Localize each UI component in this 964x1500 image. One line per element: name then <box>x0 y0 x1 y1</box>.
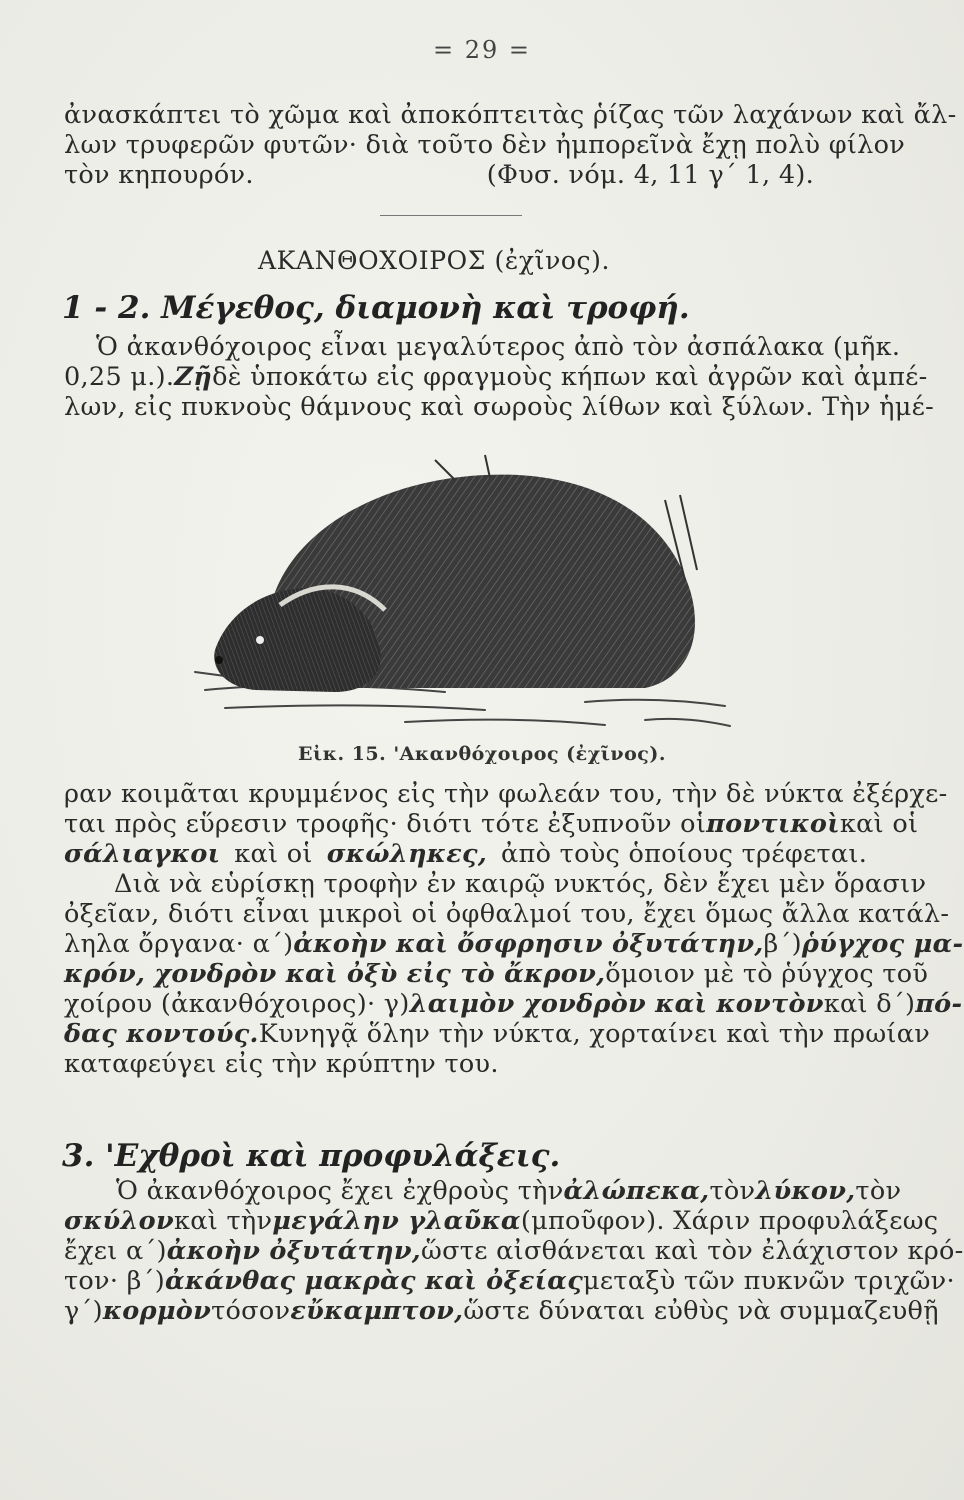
section1-continuation <box>64 779 964 1079</box>
text-line: ληλα ὄργανα· α΄) ἀκοὴν καὶ ὄσφρησιν ὀξυτάτην, β΄) ῥύγχος μα- <box>64 929 964 959</box>
text-line: δας κοντούς. Κυνηγᾷ ὅλην τὴν νύκτα, χορταίνει καὶ τὴν πρωίαν <box>64 1019 931 1049</box>
text-line: καταφεύγει εἰς τὴν κρύπτην του. <box>64 1049 499 1079</box>
text-line: χοίρου (ἀκανθόχοιρος)· γ) λαιμὸν χονδρὸν καὶ κοντὸν καὶ δ΄) πό- <box>64 989 963 1019</box>
page-title: ΑΚΑΝΘΟΧΟΙΡΟΣ (ἐχῖνος). <box>258 246 611 275</box>
text-line: κρόν, χονδρὸν καὶ ὀξὺ εἰς τὸ ἄκρον, ὅμοιον μὲ τὸ ῥύγχος τοῦ <box>64 959 929 989</box>
divider <box>380 215 522 216</box>
text-line: λων τρυφερῶν φυτῶν· διὰ τοῦτο δὲν ἠμπορεῖ νὰ ἔχῃ πολὺ φίλον <box>64 130 906 160</box>
text-line: ἀνασκάπτει τὸ χῶμα καὶ ἀποκόπτει τὰς ῥίζας τῶν λαχάνων καὶ ἄλ- <box>64 100 957 130</box>
top-paragraph <box>64 100 957 190</box>
text-line: λων, εἰς πυκνοὺς θάμνους καὶ σωροὺς λίθων καὶ ξύλων. Τὴν ἡμέ- <box>64 392 935 422</box>
text-line: σάλιαγκοι καὶ οἱ σκώληκες, ἀπὸ τοὺς ὁποίους τρέφεται. <box>64 839 868 869</box>
text-line: σκύλον καὶ τὴν μεγάλην γλαῦκα (μποῦφον). Χάριν προφυλάξεως <box>64 1206 939 1236</box>
hedgehog-illustration <box>185 440 745 740</box>
section3-paragraph <box>64 1176 964 1326</box>
text-line: Ὁ ἀκανθόχοιρος εἶναι μεγαλύτερος ἀπὸ τὸν ἀσπάλακα (μῆκ. <box>96 332 901 362</box>
text-line: ἔχει α΄) ἀκοὴν ὀξυτάτην, ὥστε αἰσθάνεται καὶ τὸν ἐλάχιστον κρό- <box>64 1236 964 1266</box>
section-heading: 1 - 2. Μέγεθος, διαμονὴ καὶ τροφή. <box>62 290 690 326</box>
text-line: 0,25 μ.). Ζῇ δὲ ὑποκάτω εἰς φραγμοὺς κήπων καὶ ἀγρῶν καὶ ἀμπέ- <box>64 362 928 392</box>
text-line: τον· β΄) ἀκάνθας μακρὰς καὶ ὀξείας μεταξὺ τῶν πυκνῶν τριχῶν· <box>64 1266 955 1296</box>
text-line: ὀξεῖαν, διότι εἶναι μικροὶ οἱ ὀφθαλμοί του, ἔχει ὅμως ἄλλα κατάλ- <box>64 899 950 929</box>
text-line: ται πρὸς εὕρεσιν τροφῆς· διότι τότε ἐξυπνοῦν οἱ ποντικοὶ καὶ οἱ <box>64 809 919 839</box>
section1-paragraph <box>64 332 935 422</box>
section-heading: 3. 'Εχθροὶ καὶ προφυλάξεις. <box>62 1138 561 1174</box>
text-line: ραν κοιμᾶται κρυμμένος εἰς τὴν φωλεάν του, τὴν δὲ νύκτα ἐξέρχε- <box>64 779 948 809</box>
text-line: γ΄) κορμὸν τόσον εὔκαμπτον, ὥστε δύναται εὐθὺς νὰ συμμαζευθῇ <box>64 1296 939 1326</box>
text-line: Ὁ ἀκανθόχοιρος ἔχει ἐχθροὺς τὴν ἀλώπεκα, τὸν λύκον, τὸν <box>116 1176 902 1206</box>
page-number: = 29 = <box>432 36 531 64</box>
text-line: Διὰ νὰ εὑρίσκῃ τροφὴν ἐν καιρῷ νυκτός, δὲν ἔχει μὲν ὅρασιν <box>114 869 927 899</box>
figure-caption: Εἰκ. 15. 'Ακανθόχοιρος (ἐχῖνος). <box>298 743 666 765</box>
text-line: τὸν κηπουρόν. (Φυσ. νόμ. 4, 11 γ΄ 1, 4). <box>64 160 814 190</box>
